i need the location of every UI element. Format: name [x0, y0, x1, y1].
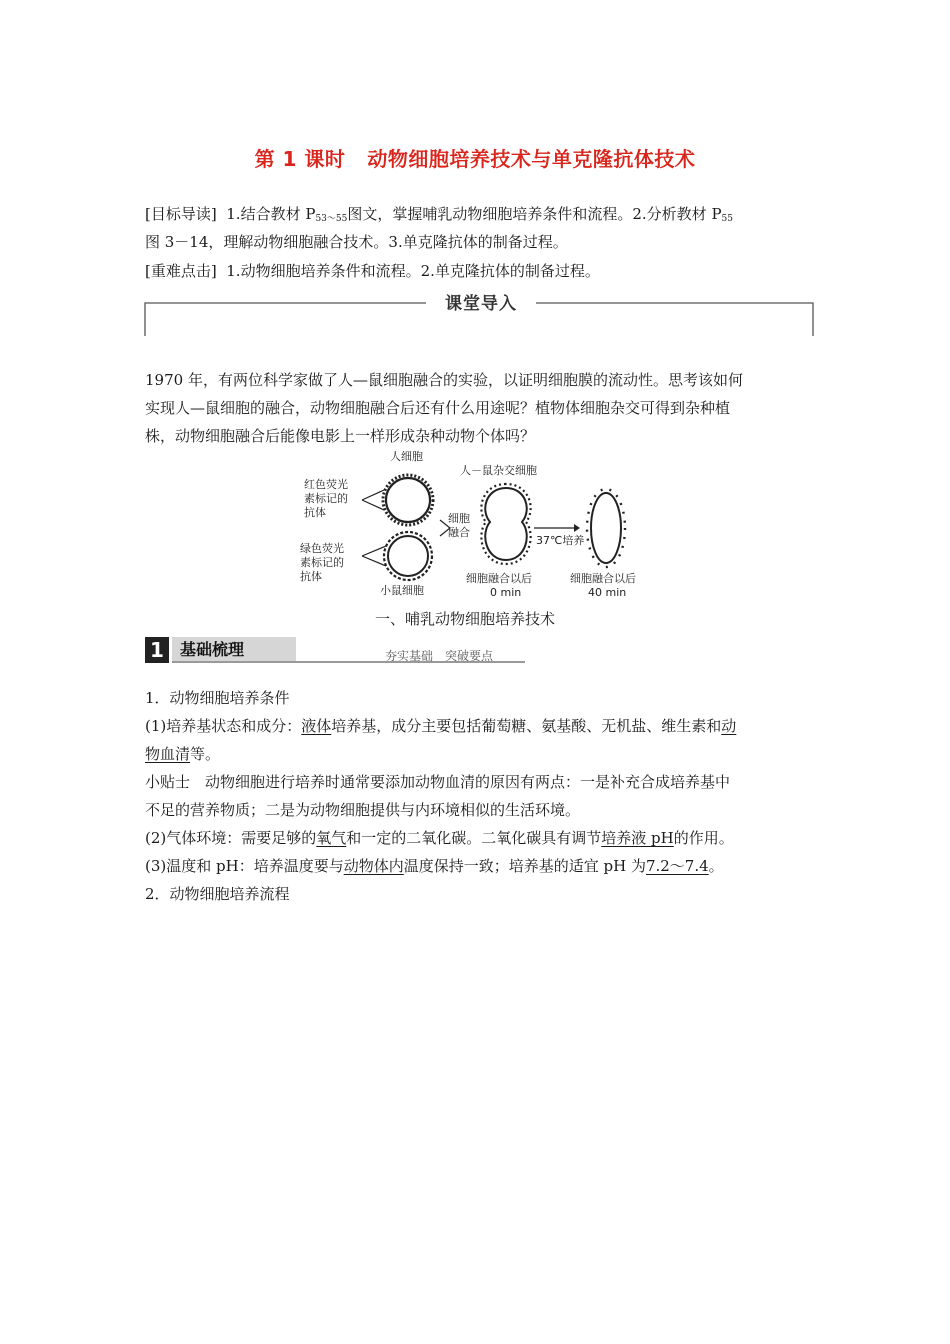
svg-text:小鼠细胞: 小鼠细胞	[380, 584, 424, 597]
hybrid-cell-40min	[587, 489, 625, 567]
human-cell	[383, 475, 433, 525]
svg-text:人细胞: 人细胞	[390, 450, 423, 463]
intro-line-1: 1970 年，有两位科学家做了人—鼠细胞融合的实验，以证明细胞膜的流动性。思考该如何	[145, 371, 743, 389]
keypoints-line: [重难点击] 1.动物细胞培养条件和流程。2.单克隆抗体的制备过程。	[145, 262, 600, 280]
lesson-title: 第 1 课时 动物细胞培养技术与单克隆抗体技术	[254, 147, 696, 171]
svg-text:抗体: 抗体	[300, 570, 322, 583]
hybrid-cell-0min	[481, 484, 530, 564]
objectives-line-2: 图 3－14，理解动物细胞融合技术。3.单克隆抗体的制备过程。	[145, 233, 568, 251]
svg-text:0 min: 0 min	[490, 586, 522, 599]
condition-temp-line: (3)温度和 pH：培养温度要与动物体内温度保持一致；培养基的适宜 pH 为7.2～7.4。	[145, 857, 724, 875]
svg-text:抗体: 抗体	[304, 506, 326, 519]
svg-text:人－鼠杂交细胞: 人－鼠杂交细胞	[460, 464, 537, 477]
mouse-cell	[384, 532, 432, 580]
intro-line-3: 株，动物细胞融合后能像电影上一样形成杂种动物个体吗？	[145, 427, 536, 445]
intro-line-2: 实现人—鼠细胞的融合，动物细胞融合后还有什么用途呢？植物体细胞杂交可得到杂种植	[145, 399, 731, 417]
svg-text:细胞融合以后: 细胞融合以后	[466, 572, 532, 585]
condition-gas-line: (2)气体环境：需要足够的氧气和一定的二氧化碳。二氧化碳具有调节培养液 pH的作用。	[145, 829, 734, 847]
svg-text:40 min: 40 min	[588, 586, 627, 599]
svg-text:绿色荧光: 绿色荧光	[300, 542, 344, 555]
intro-box-title: 课堂导入	[426, 289, 536, 314]
content-heading-2: 2．动物细胞培养流程	[145, 885, 290, 903]
svg-text:融合: 融合	[448, 526, 470, 539]
section-label: 基础梳理	[172, 637, 296, 663]
section-number: 1	[145, 637, 169, 663]
section-heading: 一、哺乳动物细胞培养技术	[375, 610, 556, 628]
content-heading-1: 1．动物细胞培养条件	[145, 689, 290, 707]
svg-text:37℃培养: 37℃培养	[536, 534, 585, 547]
tip-line-2: 不足的营养物质；二是为动物细胞提供与内环境相似的生活环境。	[145, 801, 581, 819]
svg-text:细胞融合以后: 细胞融合以后	[570, 572, 636, 585]
tip-line-1: 小贴士 动物细胞进行培养时通常要添加动物血清的原因有两点：一是补充合成培养基中	[145, 773, 731, 791]
cell-fusion-figure	[290, 448, 670, 603]
svg-text:素标记的: 素标记的	[300, 556, 344, 569]
section-bar-basic	[145, 637, 525, 663]
condition-medium-line-2: 物血清等。	[145, 745, 221, 763]
svg-text:细胞: 细胞	[448, 512, 470, 525]
svg-text:红色荧光: 红色荧光	[304, 478, 348, 491]
section-tag: 夯实基础 突破要点	[385, 649, 494, 663]
condition-medium-line-1: (1)培养基状态和成分：液体培养基，成分主要包括葡萄糖、氨基酸、无机盐、维生素和动	[145, 717, 737, 735]
objectives-line-1: [目标导读] 1.结合教材 $P_{53\sim 55}$图文，掌握哺乳动物细胞培养条件和流程。2.分析教材 $P_{55}$	[145, 205, 733, 224]
svg-text:素标记的: 素标记的	[304, 492, 348, 505]
